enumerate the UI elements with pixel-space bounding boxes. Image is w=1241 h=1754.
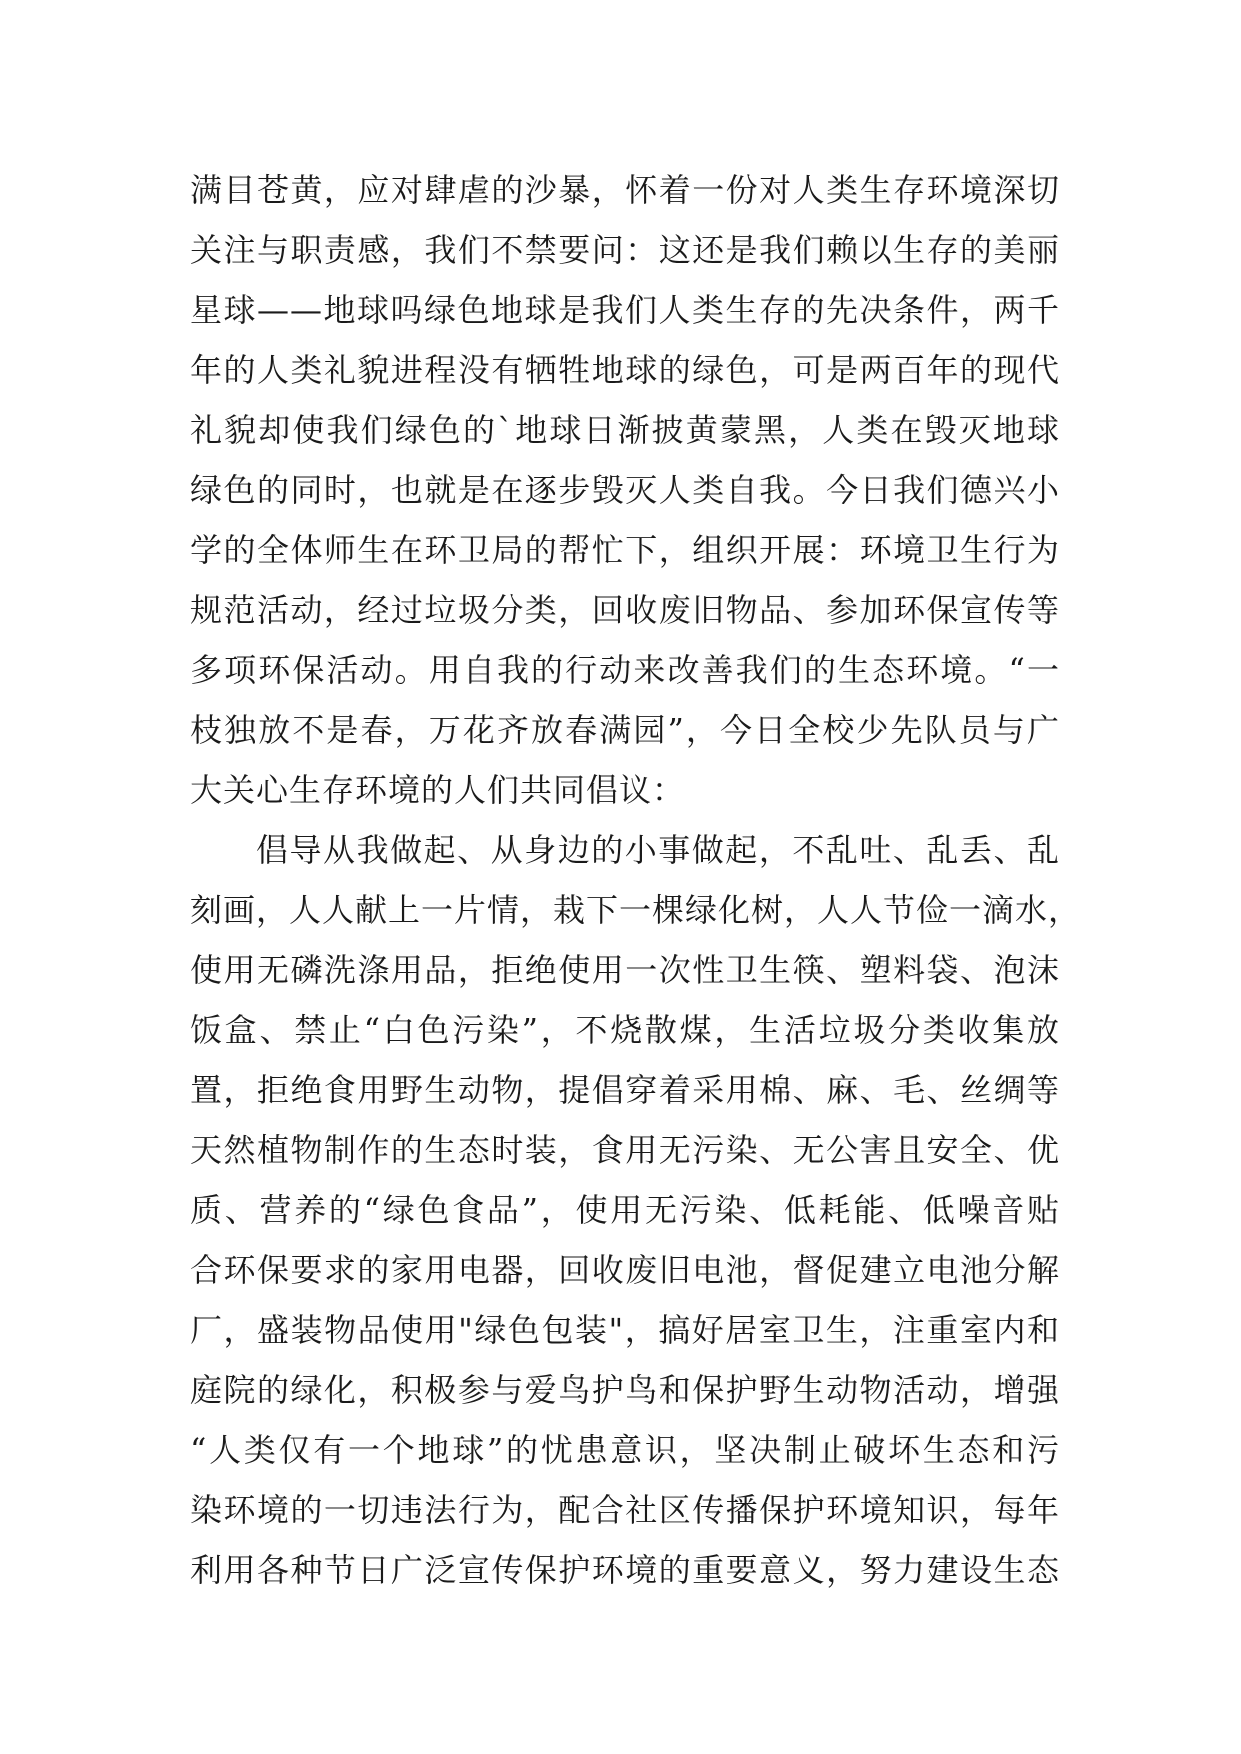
text-line: 枝独放不是春，万花齐放春满园”，今日全校少先队员与广 (190, 711, 1060, 749)
text-line: 满目苍黄，应对肆虐的沙暴，怀着一份对人类生存环境深切 (190, 171, 1060, 209)
text-line: 多项环保活动。用自我的行动来改善我们的生态环境。“一 (190, 651, 1060, 689)
text-line: 合环保要求的家用电器，回收废旧电池，督促建立电池分解 (190, 1251, 1060, 1289)
text-line: 置，拒绝食用野生动物，提倡穿着采用棉、麻、毛、丝绸等 (190, 1071, 1060, 1109)
text-line: 规范活动，经过垃圾分类，回收废旧物品、参加环保宣传等 (190, 591, 1060, 629)
text-line: 庭院的绿化，积极参与爱鸟护鸟和保护野生动物活动，增强 (190, 1371, 1060, 1409)
text-line: 星球——地球吗绿色地球是我们人类生存的先决条件，两千 (190, 291, 1060, 329)
document-body (190, 160, 1082, 1600)
text-line: 利用各种节日广泛宣传保护环境的重要意义，努力建设生态 (190, 1551, 1060, 1589)
text-line: 年的人类礼貌进程没有牺牲地球的绿色，可是两百年的现代 (190, 351, 1060, 389)
paragraph-start-line: 倡导从我做起、从身边的小事做起，不乱吐、乱丢、乱 (256, 831, 1060, 869)
paragraph-end-line: 大关心生存环境的人们共同倡议： (190, 771, 686, 809)
text-line: 关注与职责感，我们不禁要问：这还是我们赖以生存的美丽 (190, 231, 1060, 269)
text-line: 染环境的一切违法行为，配合社区传播保护环境知识，每年 (190, 1491, 1060, 1529)
text-line: 饭盒、禁止“白色污染”，不烧散煤，生活垃圾分类收集放 (190, 1011, 1060, 1049)
text-line: 刻画，人人献上一片情，栽下一棵绿化树，人人节俭一滴水， (190, 891, 1082, 929)
text-line: 天然植物制作的生态时装，食用无污染、无公害且安全、优 (190, 1131, 1060, 1169)
text-line: 礼貌却使我们绿色的`地球日渐披黄蒙黑，人类在毁灭地球 (190, 411, 1060, 449)
text-line: 厂，盛装物品使用"绿色包装"，搞好居室卫生，注重室内和 (190, 1311, 1060, 1349)
text-line: 使用无磷洗涤用品，拒绝使用一次性卫生筷、塑料袋、泡沫 (190, 951, 1060, 989)
text-line: 绿色的同时，也就是在逐步毁灭人类自我。今日我们德兴小 (190, 471, 1060, 509)
text-line: 质、营养的“绿色食品”，使用无污染、低耗能、低噪音贴 (190, 1191, 1060, 1229)
text-line: “人类仅有一个地球”的忧患意识，坚决制止破坏生态和污 (190, 1431, 1060, 1469)
text-line: 学的全体师生在环卫局的帮忙下，组织开展：环境卫生行为 (190, 531, 1060, 569)
